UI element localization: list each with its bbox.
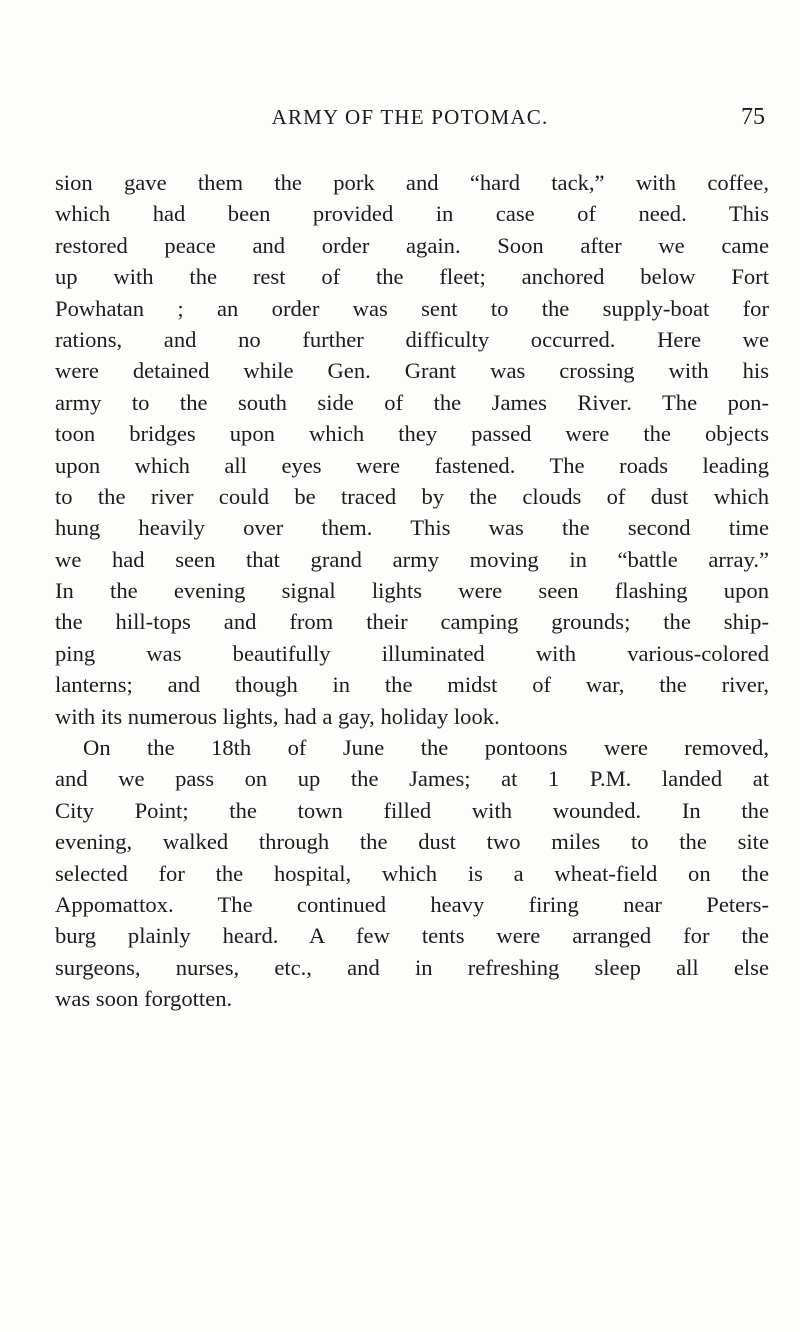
running-title: ARMY OF THE POTOMAC. [271,105,549,129]
text-line: evening, walked through the dust two miles to the site [55,829,769,855]
text-line: toon bridges upon which they passed were the objects [55,421,769,447]
text-line: sion gave them the pork and “hard tack,” with coffee, [55,170,769,195]
text-line: was soon forgotten. [55,986,233,1012]
text-line: which had been provided in case of need. This [55,201,769,227]
text-line: ping was beautifully illuminated with various-colored [55,640,769,666]
text-line: and we pass on up the James; at 1 P.M. landed at [55,766,769,792]
text-line: up with the rest of the fleet; anchored below Fort [55,264,769,290]
running-head [55,103,765,131]
text-line: hung heavily over them. This was the second time [55,515,769,541]
text-line: were detained while Gen. Grant was crossing with his [55,358,769,384]
body-text [55,167,769,1015]
text-line: to the river could be traced by the clouds of dust which [55,483,769,509]
text-line: City Point; the town filled with wounded. In the [55,797,769,823]
text-line: army to the south side of the James River. The pon- [55,389,769,415]
text-line: surgeons, nurses, etc., and in refreshing sleep all else [55,954,769,980]
text-line: On the 18th of June the pontoons were removed, [83,735,769,761]
text-line: upon which all eyes were fastened. The roads leading [55,452,769,478]
text-line: rations, and no further difficulty occurred. Here we [55,326,769,352]
text-line: Appomattox. The continued heavy firing near Peters- [55,891,769,917]
page-number: 75 [741,104,765,130]
text-line: Powhatan ; an order was sent to the supply-boat for [55,295,769,321]
text-line: with its numerous lights, had a gay, holiday look. [55,703,500,729]
text-line: we had seen that grand army moving in “battle array.” [55,546,769,572]
text-line: restored peace and order again. Soon after we came [55,232,769,258]
text-line: burg plainly heard. A few tents were arranged for the [55,923,769,949]
text-line: the hill-tops and from their camping grounds; the ship- [55,609,769,635]
text-line: lanterns; and though in the midst of war, the river, [55,672,769,698]
text-line: In the evening signal lights were seen flashing upon [55,578,769,604]
text-line: selected for the hospital, which is a wheat-field on the [55,860,769,886]
